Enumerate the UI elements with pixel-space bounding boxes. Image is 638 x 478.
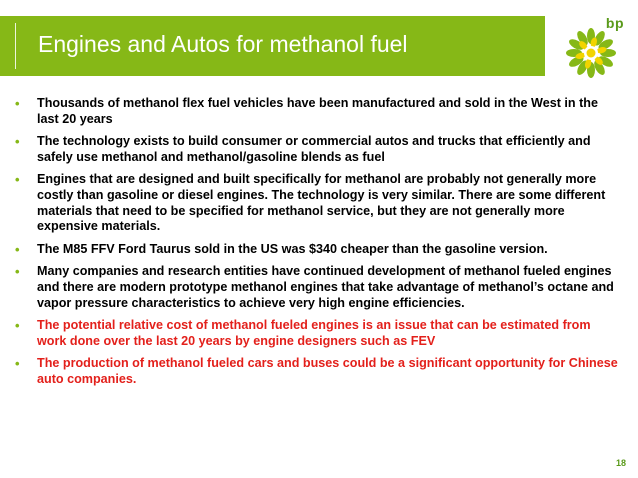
bp-logo bbox=[566, 15, 626, 79]
title-divider bbox=[15, 23, 16, 69]
bullet-text: Many companies and research entities have continued development of methanol fueled engines and there are modern prototype methanol engines that take advantage of methanol’s octane and vapor pressure characteristics to achieve very high engine efficiencies. bbox=[37, 264, 614, 310]
bullet-item-highlight bbox=[0, 318, 620, 349]
bullet-dot-icon: • bbox=[15, 318, 20, 334]
bullet-dot-icon: • bbox=[15, 356, 20, 372]
bullet-item bbox=[0, 134, 620, 165]
bp-logo-text: bp bbox=[605, 15, 624, 31]
bullet-text: The technology exists to build consumer or commercial autos and trucks that efficiently and safely use methanol and methanol/gasoline blends as fuel bbox=[37, 134, 591, 164]
bullet-text: The M85 FFV Ford Taurus sold in the US was $340 cheaper than the gasoline version. bbox=[37, 241, 548, 256]
bullet-dot-icon: • bbox=[15, 172, 20, 188]
bullet-text: The production of methanol fueled cars and buses could be a significant opportunity for Chinese auto companies. bbox=[37, 356, 618, 386]
bullet-item bbox=[0, 96, 620, 127]
bullet-item-highlight bbox=[0, 356, 620, 387]
bullet-text: The potential relative cost of methanol fueled engines is an issue that can be estimated from work done over the last 20 years by engine designers such as FEV bbox=[37, 318, 591, 348]
helios-sunflower-icon bbox=[566, 28, 616, 78]
bullet-text: Thousands of methanol flex fuel vehicles have been manufactured and sold in the West in the last 20 years bbox=[37, 96, 598, 126]
bullet-text: Engines that are designed and built specifically for methanol are probably not generally more costly than gasoline or diesel engines. The technology is very similar. There are some different materials that need to be specified for methanol service, but they are not generally more expensive materials. bbox=[37, 172, 606, 234]
bullet-dot-icon: • bbox=[15, 264, 20, 280]
bullet-dot-icon: • bbox=[15, 134, 20, 150]
bullet-dot-icon: • bbox=[15, 241, 20, 257]
bullet-list bbox=[0, 96, 620, 395]
bullet-item bbox=[0, 242, 620, 258]
slide-title: Engines and Autos for methanol fuel bbox=[38, 31, 408, 57]
page-number: 18 bbox=[615, 458, 626, 468]
bullet-item bbox=[0, 172, 620, 234]
title-bar bbox=[0, 16, 545, 76]
bullet-dot-icon: • bbox=[15, 96, 20, 111]
bullet-item bbox=[0, 264, 620, 311]
